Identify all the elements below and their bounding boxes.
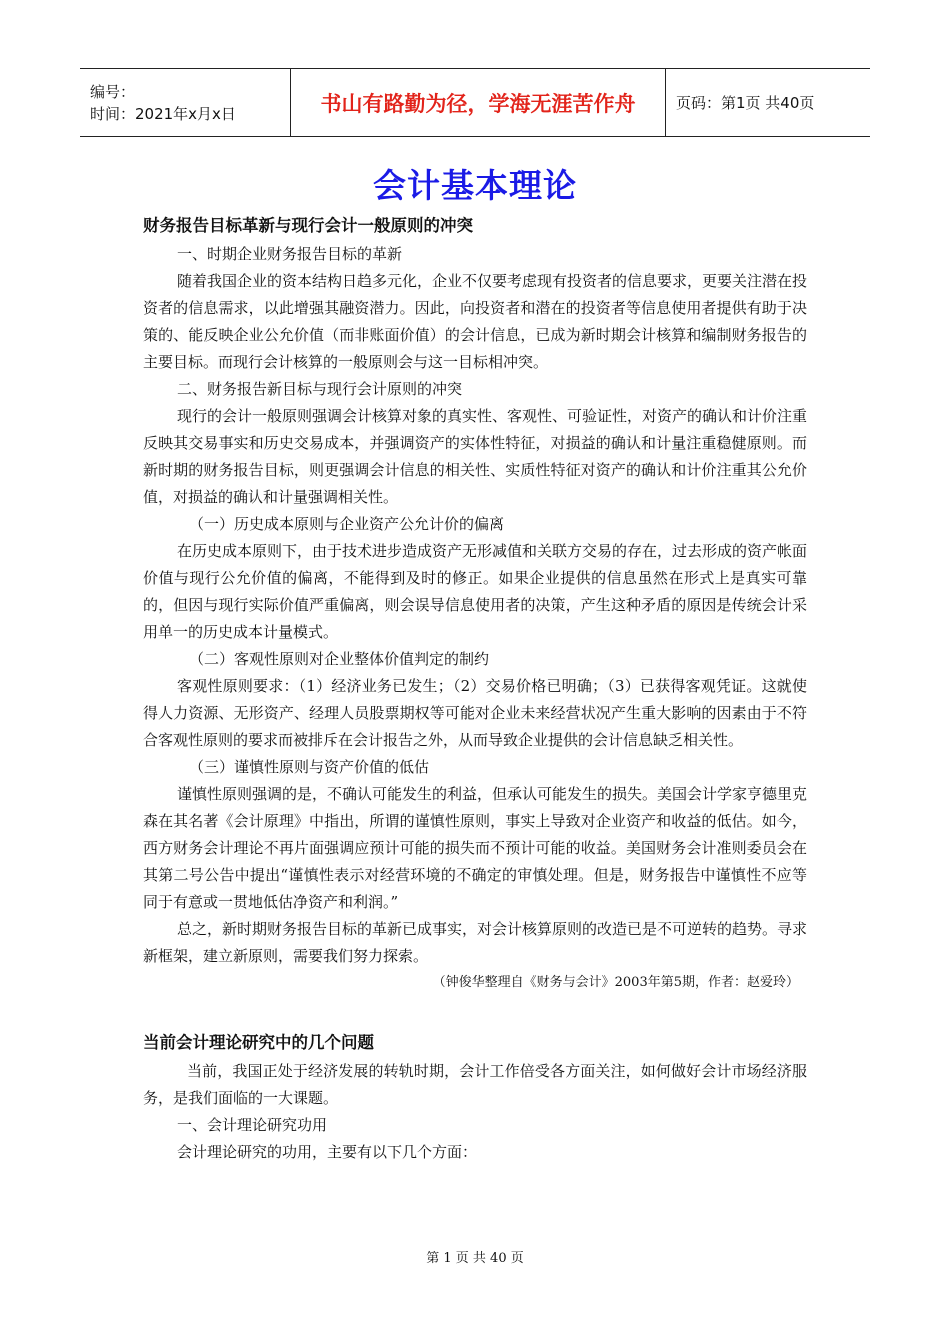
header-motto: 书山有路勤为径，学海无涯苦作舟 xyxy=(290,69,666,136)
paragraph: 在历史成本原则下，由于技术进步造成资产无形减值和关联方交易的存在，过去形成的资产帐面价值与现行公允价值的偏离，不能得到及时的修正。如果企业提供的信息虽然在形式上是真实可靠的，但因与现行实际价值严重偏离，则会误导信息使用者的决策，产生这种矛盾的原因是传统会计采用单一的历史成本计量模式。 xyxy=(143,542,808,641)
paragraph: 谨慎性原则强调的是，不确认可能发生的利益，但承认可能发生的损失。美国会计学家亨德里克森在其名著《会计原理》中指出，所谓的谨慎性原则，事实上导致对企业资产和收益的低估。如今，西方财务会计理论不再片面强调应预计可能的损失而不预计可能的收益。美国财务会计准则委员会在其第二号公告中提出“谨慎性表示对经营环境的不确定的审慎处理。但是，财务报告中谨慎性不应等同于有意或一贯地低估净资产和利润。” xyxy=(143,785,808,911)
section-heading: 财务报告目标革新与现行会计一般原则的冲突 xyxy=(143,216,473,235)
paragraph: 随着我国企业的资本结构日趋多元化，企业不仅要考虑现有投资者的信息要求，更要关注潜在投资者的信息需求，以此增强其融资潜力。因此，向投资者和潜在的投资者等信息使用者提供有助于决策的、能反映企业公允价值（而非账面价值）的会计信息，已成为新时期会计核算和编制财务报告的主要目标。而现行会计核算的一般原则会与这一目标相冲突。 xyxy=(143,272,808,371)
section-heading: 当前会计理论研究中的几个问题 xyxy=(143,1033,374,1052)
page-header xyxy=(80,68,870,137)
page-footer: 第 1 页 共 40 页 xyxy=(426,1251,524,1266)
subheading: （三）谨慎性原则与资产价值的低估 xyxy=(189,758,430,776)
document-title: 会计基本理论 xyxy=(373,166,577,205)
doc-time-label: 时间：2021年x月x日 xyxy=(90,104,236,123)
header-meta xyxy=(80,69,290,136)
source-citation: （钟俊华整理自《财务与会计》2003年第5期，作者：赵爱玲） xyxy=(432,975,799,990)
subheading: 二、财务报告新目标与现行会计原则的冲突 xyxy=(177,380,463,398)
paragraph: 现行的会计一般原则强调会计核算对象的真实性、客观性、可验证性，对资产的确认和计价注重反映其交易事实和历史交易成本，并强调资产的实体性特征，对损益的确认和计量注重稳健原则。而新时期的财务报告目标，则更强调会计信息的相关性、实质性特征对资产的确认和计价注重其公允价值，对损益的确认和计量强调相关性。 xyxy=(143,407,808,506)
paragraph: 客观性原则要求：（1）经济业务已发生；（2）交易价格已明确；（3）已获得客观凭证。这就使得人力资源、无形资产、经理人员股票期权等可能对企业未来经营状况产生重大影响的因素由于不符合客观性原则的要求而被排斥在会计报告之外，从而导致企业提供的会计信息缺乏相关性。 xyxy=(143,677,807,749)
header-page-label: 页码：第1页 共40页 xyxy=(676,94,815,112)
subheading: 一、会计理论研究功用 xyxy=(177,1116,328,1134)
subheading: （一）历史成本原则与企业资产公允计价的偏离 xyxy=(189,515,505,533)
paragraph: 总之，新时期财务报告目标的革新已成事实，对会计核算原则的改造已是不可逆转的趋势。寻求新框架，建立新原则，需要我们努力探索。 xyxy=(143,920,808,965)
doc-number-label: 编号： xyxy=(90,82,136,101)
paragraph: 当前，我国正处于经济发展的转轨时期，会计工作倍受各方面关注，如何做好会计市场经济服务，是我们面临的一大课题。 xyxy=(143,1062,807,1107)
subheading: 一、时期企业财务报告目标的革新 xyxy=(177,245,403,263)
subheading: （二）客观性原则对企业整体价值判定的制约 xyxy=(189,650,490,668)
document-body xyxy=(143,211,807,1166)
paragraph: 会计理论研究的功用，主要有以下几个方面： xyxy=(177,1143,478,1161)
